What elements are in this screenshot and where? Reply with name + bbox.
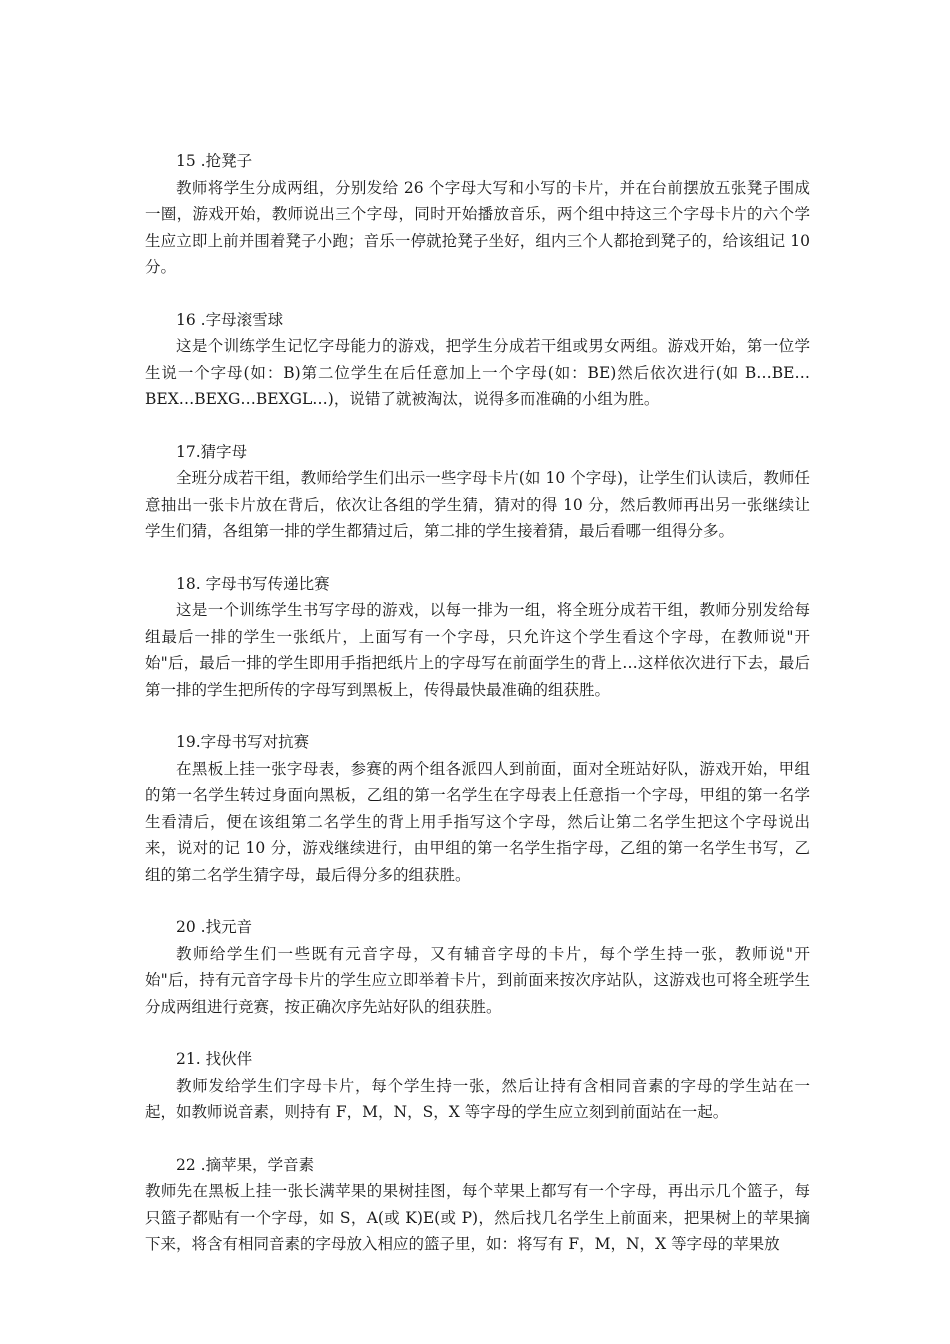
section-paragraph: 教师发给学生们字母卡片，每个学生持一张，然后让持有含相同音素的字母的学生站在一起，如教师说音素，则持有 F，M，N，S，X 等字母的学生应立刻到前面站在一起。: [145, 1076, 810, 1121]
section-19: [145, 729, 810, 888]
section-paragraph: 这是一个训练学生书写字母的游戏，以每一排为一组，将全班分成若干组，教师分别发给每组最后一排的学生一张纸片，上面写有一个字母，只允许这个学生看这个字母，在教师说"开始"后，最后一排的学生即用手指把纸片上的字母写在前面学生的背上…这样依次进行下去，最后第一排的学生把所传的字母写到黑板上，传得最快最准确的组获胜。: [145, 601, 810, 699]
section-title: 22 .摘苹果，学音素: [176, 1155, 315, 1174]
section-21: [145, 1046, 810, 1126]
section-paragraph: 在黑板上挂一张字母表，参赛的两个组各派四人到前面，面对全班站好队，游戏开始，甲组的第一名学生转过身面向黑板，乙组的第一名学生在字母表上任意指一个字母，甲组的第一名学生看清后，便在该组第二名学生的背上用手指写这个字母，然后让第二名学生把这个字母说出来，说对的记 10 分，游戏继续进行，由甲组的第一名学生指字母，乙组的第一名学生书写，乙组的第二名学生猜字母，最后得分多的组获胜。: [145, 759, 810, 884]
section-paragraph: 全班分成若干组，教师给学生们出示一些字母卡片(如 10 个字母)，让学生们认读后，教师任意抽出一张卡片放在背后，依次让各组的学生猜，猜对的得 10 分，然后教师再出另一张继续让学生们猜，各组第一排的学生都猜过后，第二排的学生接着猜，最后看哪一组得分多。: [145, 469, 810, 540]
section-15: [145, 148, 810, 281]
section-paragraph: 教师先在黑板上挂一张长满苹果的果树挂图，每个苹果上都写有一个字母，再出示几个篮子，每只篮子都贴有一个字母，如 S，A(或 K)E(或 P)，然后找几名学生上前面来，把果树上的苹果摘下来，将含有相同音素的字母放入相应的篮子里，如：将写有 F，M，N，X 等字母的苹果放: [145, 1182, 810, 1253]
section-title: 18. 字母书写传递比赛: [176, 574, 330, 593]
section-16: [145, 307, 810, 413]
section-title: 20 .找元音: [176, 918, 253, 936]
section-title: 15 .抢凳子: [176, 152, 253, 170]
section-title: 17.猜字母: [176, 442, 248, 461]
section-title: 21. 找伙伴: [176, 1050, 253, 1068]
section-title: 19.字母书写对抗赛: [176, 733, 310, 751]
section-paragraph: 教师给学生们一些既有元音字母，又有辅音字母的卡片，每个学生持一张，教师说"开始"后，持有元音字母卡片的学生应立即举着卡片，到前面来按次序站队，这游戏也可将全班学生分成两组进行竞赛，按正确次序先站好队的组获胜。: [145, 944, 810, 1016]
document-body: [145, 148, 810, 1284]
section-20: [145, 914, 810, 1020]
section-17: [145, 439, 810, 545]
section-18: [145, 571, 810, 704]
section-paragraph: 这是个训练学生记忆字母能力的游戏，把学生分成若干组或男女两组。游戏开始，第一位学生说一个字母(如：B)第二位学生在后任意加上一个字母(如：BE)然后依次进行(如 B…BE…BEX…BEXG…BEXGL…)，说错了就被淘汰，说得多而准确的小组为胜。: [145, 337, 810, 408]
section-22: [145, 1152, 810, 1258]
section-title: 16 .字母滚雪球: [176, 310, 284, 329]
section-paragraph: 教师将学生分成两组，分别发给 26 个字母大写和小写的卡片，并在台前摆放五张凳子围成一圈，游戏开始，教师说出三个字母，同时开始播放音乐，两个组中持这三个字母卡片的六个学生应立即上前并围着凳子小跑；音乐一停就抢凳子坐好，组内三个人都抢到凳子的，给该组记 10 分。: [145, 178, 810, 276]
